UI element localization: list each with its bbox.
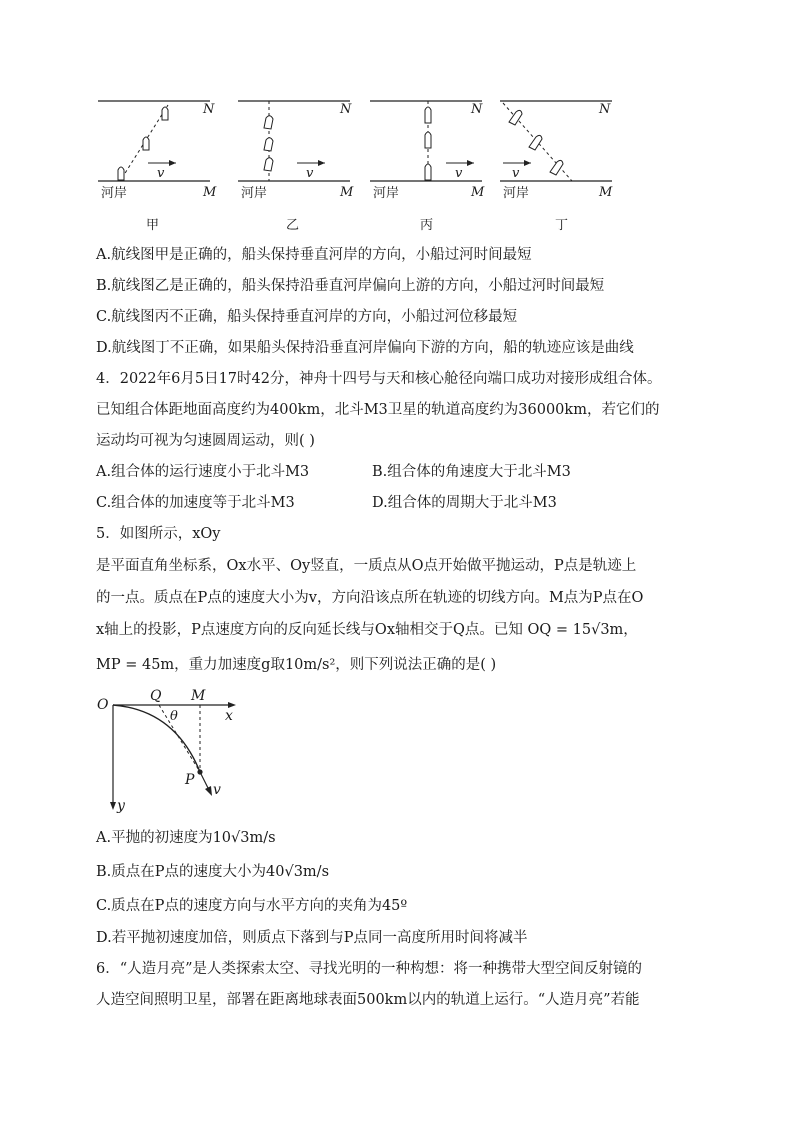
svg-text:丙: 丙 bbox=[420, 218, 434, 233]
svg-text:v: v bbox=[455, 166, 463, 181]
figure-jia bbox=[98, 101, 217, 233]
q6-stem-line1: 6．“人造月亮”是人类探索太空、寻找光明的一种构想：将一种携带大型空间反射镜的 bbox=[96, 961, 643, 977]
q5-stem-line3: 的一点。质点在P点的速度大小为v，方向沿该点所在轨迹的切线方向。M点为P点在O bbox=[96, 590, 644, 606]
svg-text:M: M bbox=[471, 185, 485, 200]
svg-text:河岸: 河岸 bbox=[373, 186, 400, 201]
svg-text:θ: θ bbox=[170, 709, 178, 724]
figure-ding bbox=[500, 101, 613, 233]
q3-option-c: C.航线图丙不正确，船头保持垂直河岸的方向，小船过河位移最短 bbox=[96, 309, 518, 325]
q4-stem-line3: 运动均可视为匀速圆周运动，则( ) bbox=[96, 433, 315, 449]
svg-text:M: M bbox=[191, 688, 206, 704]
svg-text:河岸: 河岸 bbox=[241, 186, 268, 201]
q4-stem-line1: 4．2022年6月5日17时42分，神舟十四号与天和核心舱径向端口成功对接形成组合体。 bbox=[96, 371, 662, 387]
q6-stem-line2: 人造空间照明卫星，部署在距离地球表面500km以内的轨道上运行。“人造月亮”若能 bbox=[96, 992, 640, 1008]
svg-text:O: O bbox=[97, 697, 109, 713]
q5-option-c: C.质点在P点的速度方向与水平方向的夹角为45º bbox=[96, 898, 408, 914]
svg-text:乙: 乙 bbox=[286, 218, 300, 233]
q3-option-a: A.航线图甲是正确的，船头保持垂直河岸的方向，小船过河时间最短 bbox=[96, 247, 532, 263]
q4-option-c: C.组合体的加速度等于北斗M3 bbox=[96, 495, 295, 511]
svg-text:丁: 丁 bbox=[555, 218, 569, 233]
svg-text:M: M bbox=[340, 185, 354, 200]
svg-text:M: M bbox=[599, 185, 613, 200]
svg-text:v: v bbox=[512, 166, 520, 181]
svg-text:N: N bbox=[471, 102, 483, 117]
svg-text:N: N bbox=[203, 102, 215, 117]
svg-text:河岸: 河岸 bbox=[101, 186, 128, 201]
q5-option-a: A.平抛的初速度为10√3m/s bbox=[96, 830, 276, 846]
river-crossing-figures bbox=[0, 0, 794, 240]
svg-text:v: v bbox=[213, 782, 221, 798]
svg-text:x: x bbox=[225, 708, 233, 724]
q4-option-a: A.组合体的运行速度小于北斗M3 bbox=[96, 464, 310, 480]
q4-stem-line2: 已知组合体距地面高度约为400km，北斗M3卫星的轨道高度约为36000km，若它们的 bbox=[96, 402, 660, 418]
q5-stem-line4: x轴上的投影，P点速度方向的反向延长线与Ox轴相交于Q点。已知 OQ = 15√3m， bbox=[96, 622, 638, 638]
svg-text:v: v bbox=[157, 166, 165, 181]
q5-stem-line5: MP = 45m，重力加速度g取10m/s²，则下列说法正确的是( ) bbox=[96, 657, 497, 673]
q5-stem-line2: 是平面直角坐标系，Ox水平、Oy竖直，一质点从O点开始做平抛运动，P点是轨迹上 bbox=[96, 558, 637, 574]
figure-yi bbox=[238, 101, 354, 233]
figure-bing bbox=[370, 101, 485, 233]
svg-text:v: v bbox=[306, 166, 314, 181]
svg-text:Q: Q bbox=[150, 688, 162, 704]
svg-text:P: P bbox=[185, 772, 195, 788]
svg-text:y: y bbox=[117, 798, 125, 814]
svg-text:河岸: 河岸 bbox=[503, 186, 530, 201]
svg-text:N: N bbox=[599, 102, 611, 117]
svg-text:甲: 甲 bbox=[146, 218, 160, 233]
q3-option-b: B.航线图乙是正确的，船头保持沿垂直河岸偏向上游的方向，小船过河时间最短 bbox=[96, 278, 605, 294]
svg-text:N: N bbox=[340, 102, 352, 117]
svg-text:M: M bbox=[203, 185, 217, 200]
q5-stem-line1: 5．如图所示，xOy bbox=[96, 526, 221, 542]
q4-option-b: B.组合体的角速度大于北斗M3 bbox=[372, 464, 571, 480]
q5-option-d: D.若平抛初速度加倍，则质点下落到与P点同一高度所用时间将减半 bbox=[96, 930, 528, 946]
q3-option-d: D.航线图丁不正确，如果船头保持沿垂直河岸偏向下游的方向，船的轨迹应该是曲线 bbox=[96, 340, 634, 356]
projectile-figure bbox=[0, 684, 794, 824]
q4-option-d: D.组合体的周期大于北斗M3 bbox=[372, 495, 557, 511]
q5-option-b: B.质点在P点的速度大小为40√3m/s bbox=[96, 864, 330, 880]
